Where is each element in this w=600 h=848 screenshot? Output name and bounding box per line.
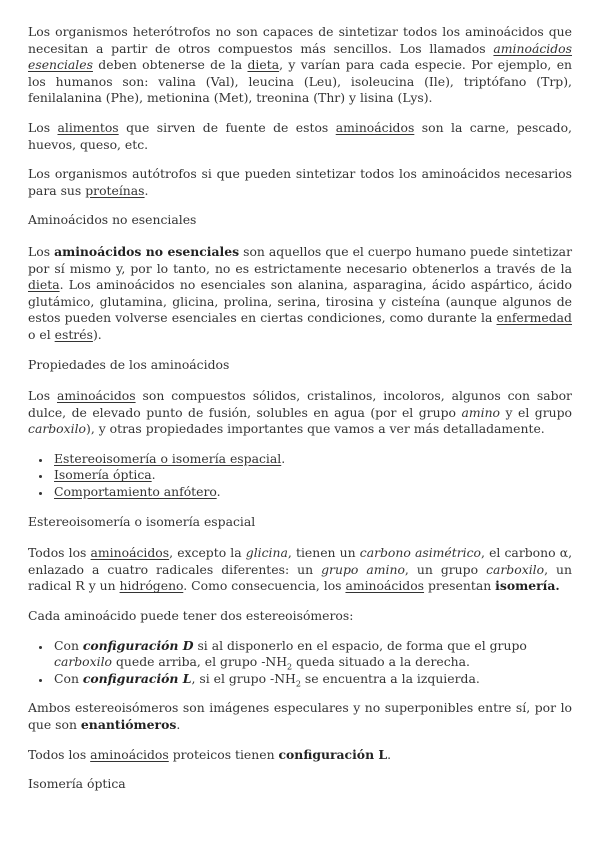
paragraph-enantiomeros bbox=[28, 700, 572, 733]
bold-term: isomería. bbox=[495, 578, 560, 594]
bold-italic-term: configuración L bbox=[82, 670, 192, 686]
italic-term: grupo amino bbox=[321, 561, 405, 577]
text: . Los aminoácidos no esenciales son alanina, asparagina, ácido aspártico, ácido glutámico, glutamina, glicina, prolina, serina, tirosina y cisteína (aunque algunos de estos pueden volverse esenciales en ciertas condiciones, como durante la bbox=[28, 277, 572, 326]
link-estereoisomeria[interactable]: Estereoisomería o isomería espacial bbox=[54, 450, 282, 466]
paragraph-configuracion-l bbox=[28, 747, 572, 764]
text: presentan bbox=[424, 578, 496, 594]
italic-term: glicina bbox=[245, 545, 288, 561]
text: , el carbono α, enlazado a cuatro radicales diferentes: un bbox=[28, 545, 573, 577]
list-item bbox=[52, 638, 572, 671]
text: queda situado a la derecha. bbox=[292, 654, 470, 670]
text: son la carne, pescado, huevos, queso, etc. bbox=[28, 119, 572, 152]
link-estres[interactable]: estrés bbox=[54, 326, 93, 342]
italic-term: carboxilo bbox=[54, 654, 113, 670]
text: , si el grupo -NH bbox=[191, 670, 296, 686]
text: , excepto la bbox=[169, 545, 246, 561]
text: quede arriba, el grupo -NH bbox=[112, 654, 288, 670]
heading-propiedades: Propiedades de los aminoácidos bbox=[28, 356, 230, 372]
text: . bbox=[144, 182, 149, 198]
list-item bbox=[52, 671, 572, 688]
heading-isomeria-optica: Isomería óptica bbox=[28, 776, 126, 792]
text: Con bbox=[54, 670, 83, 686]
bold-italic-term: configuración D bbox=[82, 637, 194, 653]
text: Los organismos heterótrofos no son capaces de sintetizar todos los aminoácidos que necesitan a partir de otros compuestos más sencillos. Los llamados bbox=[28, 24, 572, 56]
link-enfermedad[interactable]: enfermedad bbox=[496, 310, 572, 326]
link-aminoacidos[interactable]: aminoácidos bbox=[90, 545, 170, 561]
link-aminoacidos[interactable]: aminoácidos bbox=[335, 119, 415, 135]
text: , y varían para cada especie. Por ejemplo, en los humanos son: valina (Val), leucina (Leu), isoleucina (Ile), triptófano (Trp), fenilalanina (Phe), metionina (Met), treonina (Thr) y lisina (Lys). bbox=[28, 57, 573, 106]
link-aminoacidos[interactable]: aminoácidos bbox=[56, 388, 136, 404]
paragraph-estereoisomeros: Cada aminoácido puede tener dos estereoisómeros: bbox=[28, 608, 354, 624]
italic-term: carbono asimétrico bbox=[359, 545, 482, 561]
paragraph-carbono-asimetrico bbox=[28, 545, 572, 595]
text: ). bbox=[92, 326, 102, 342]
paragraph-no-esenciales bbox=[28, 244, 572, 344]
bold-term: enantiómeros bbox=[80, 717, 177, 732]
text: son compuestos sólidos, cristalinos, incoloros, algunos con sabor dulce, de elevado punto de fusión, solubles en agua (por el grupo bbox=[28, 388, 572, 420]
text: . bbox=[387, 746, 392, 762]
text: . Como consecuencia, los bbox=[183, 578, 346, 594]
paragraph-autotrofos bbox=[28, 166, 572, 199]
paragraph-propiedades bbox=[28, 388, 572, 438]
link-aminoacidos[interactable]: aminoácidos bbox=[90, 746, 169, 762]
subscript: 2 bbox=[295, 679, 301, 689]
link-aminoacidos[interactable]: aminoácidos bbox=[345, 578, 425, 594]
text: o el bbox=[28, 326, 55, 342]
italic-term: carboxilo bbox=[486, 561, 545, 577]
text: Los bbox=[28, 388, 57, 404]
italic-term: amino bbox=[461, 404, 501, 420]
text: , tienen un bbox=[287, 545, 360, 561]
text: que sirven de fuente de estos bbox=[118, 119, 336, 135]
text: si al disponerlo en el espacio, de forma que el grupo bbox=[193, 637, 527, 653]
heading-no-esenciales: Aminoácidos no esenciales bbox=[28, 212, 197, 228]
text: proteicos tienen bbox=[168, 746, 279, 762]
text: Los bbox=[28, 243, 55, 259]
text: Todos los bbox=[28, 545, 91, 561]
list-item bbox=[52, 484, 572, 501]
italic-term: carboxilo bbox=[28, 421, 87, 437]
text: Los organismos autótrofos si que pueden sintetizar todos los aminoácidos necesarios para sus bbox=[28, 166, 572, 198]
text: Con bbox=[54, 637, 83, 653]
text: Ambos estereoisómeros son imágenes especulares y no superponibles entre sí, por lo que son bbox=[28, 700, 572, 732]
text: aminoácidos esenciales bbox=[28, 40, 572, 73]
link-hidrogeno[interactable]: hidrógeno bbox=[119, 578, 184, 594]
text: , un grupo bbox=[404, 561, 487, 577]
bold-term: aminoácidos no esenciales bbox=[54, 243, 240, 259]
paragraph-alimentos bbox=[28, 120, 572, 153]
text: son aquellos que el cuerpo humano puede sintetizar por sí mismo y, por lo tanto, no es estrictamente necesario obtenerlos a través de la bbox=[28, 243, 572, 276]
list-item bbox=[52, 467, 572, 484]
text: Los bbox=[28, 119, 58, 135]
text: y el grupo bbox=[500, 404, 572, 420]
text: . bbox=[151, 467, 156, 483]
link-dieta[interactable]: dieta bbox=[247, 57, 280, 73]
text: deben obtenerse de la bbox=[92, 57, 248, 73]
list-item bbox=[52, 451, 572, 468]
configuration-list bbox=[28, 638, 572, 688]
text: . bbox=[176, 717, 181, 732]
link-dieta[interactable]: dieta bbox=[28, 277, 60, 293]
link-isomeria-optica[interactable]: Isomería óptica bbox=[54, 467, 152, 483]
text: ), y otras propiedades importantes que vamos a ver más detalladamente. bbox=[86, 421, 545, 437]
link-alimentos[interactable]: alimentos bbox=[57, 119, 119, 135]
bold-term: configuración L bbox=[278, 746, 388, 762]
link-proteinas[interactable]: proteínas bbox=[85, 182, 145, 198]
heading-estereoisomeria: Estereoisomería o isomería espacial bbox=[28, 513, 256, 529]
properties-list bbox=[28, 451, 572, 501]
text: , un radical R y un bbox=[28, 561, 572, 594]
link-comportamiento-anfotero[interactable]: Comportamiento anfótero bbox=[54, 484, 217, 500]
subscript: 2 bbox=[287, 662, 293, 672]
text: se encuentra a la izquierda. bbox=[300, 670, 480, 686]
paragraph-heterotrofos bbox=[28, 24, 572, 107]
text: . bbox=[281, 450, 286, 466]
text: Todos los bbox=[28, 746, 91, 762]
text: . bbox=[216, 484, 221, 500]
